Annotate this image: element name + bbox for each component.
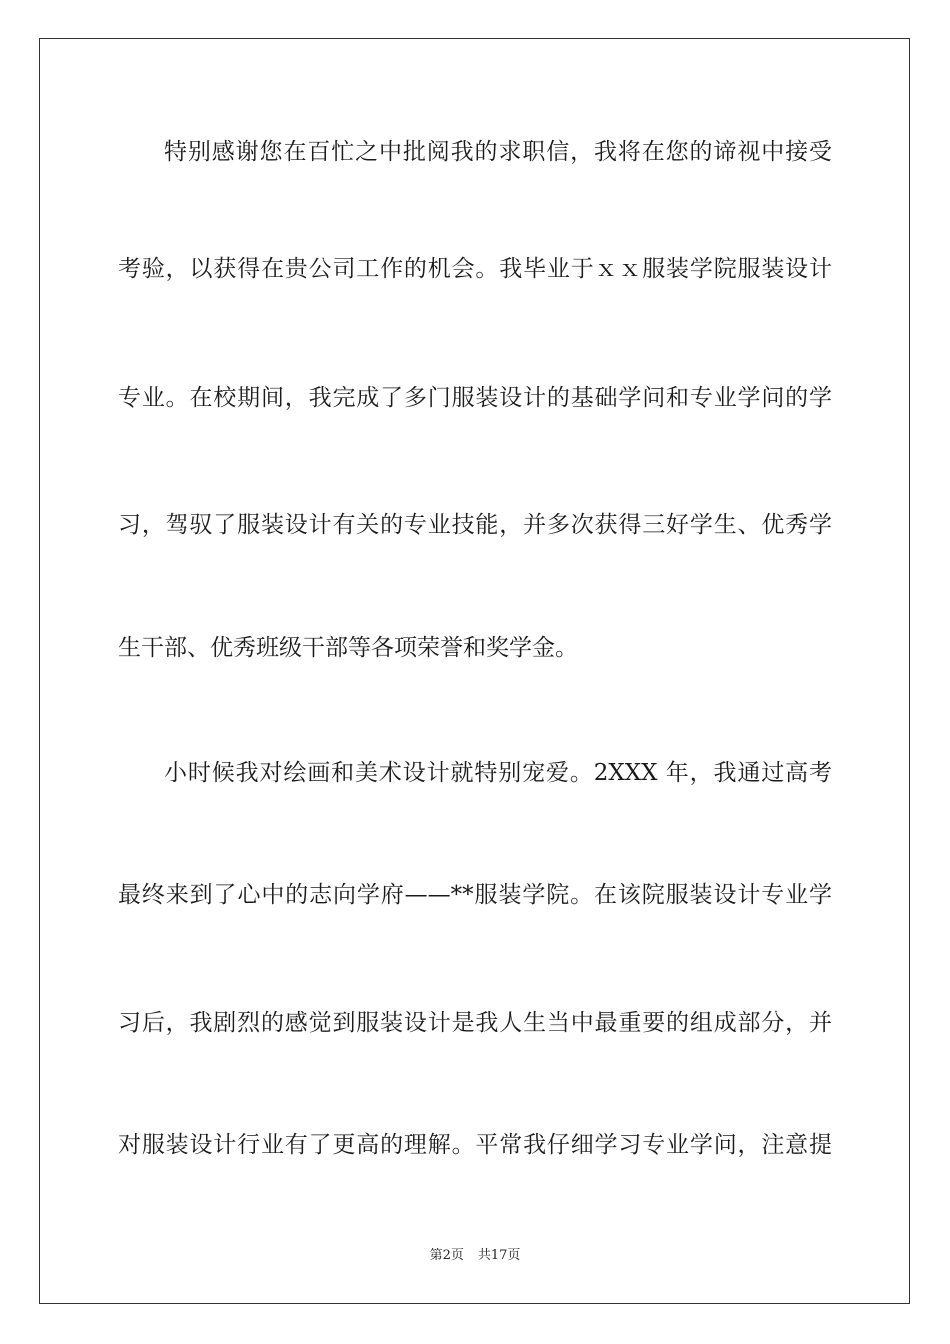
paragraph-1-line-2: 考验，以获得在贵公司工作的机会。我毕业于ｘｘ服装学院服装设计 <box>118 256 832 282</box>
paragraph-1-line-3: 专业。在校期间，我完成了多门服装设计的基础学问和专业学问的学 <box>118 385 832 411</box>
paragraph-2-line-2: 最终来到了心中的志向学府——**服装学院。在该院服装设计专业学 <box>118 882 832 908</box>
paragraph-1-line-4: 习，驾驭了服装设计有关的专业技能，并多次获得三好学生、优秀学 <box>118 512 832 538</box>
paragraph-2-line-3: 习后，我剧烈的感觉到服装设计是我人生当中最重要的组成部分，并 <box>118 1010 832 1036</box>
page-total: 共17页 <box>477 1248 521 1263</box>
page-number: 第2页 <box>429 1248 464 1263</box>
paragraph-2-line-4: 对服装设计行业有了更高的理解。平常我仔细学习专业学问，注意提 <box>118 1132 832 1158</box>
paragraph-2-line-1: 小时候我对绘画和美术设计就特别宠爱。2XXX 年，我通过高考 <box>164 760 832 786</box>
page-footer <box>0 1247 950 1265</box>
page-border <box>39 38 910 1304</box>
paragraph-1-line-1: 特别感谢您在百忙之中批阅我的求职信，我将在您的谛视中接受 <box>164 139 832 165</box>
paragraph-1-line-5: 生干部、优秀班级干部等各项荣誉和奖学金。 <box>118 635 578 661</box>
